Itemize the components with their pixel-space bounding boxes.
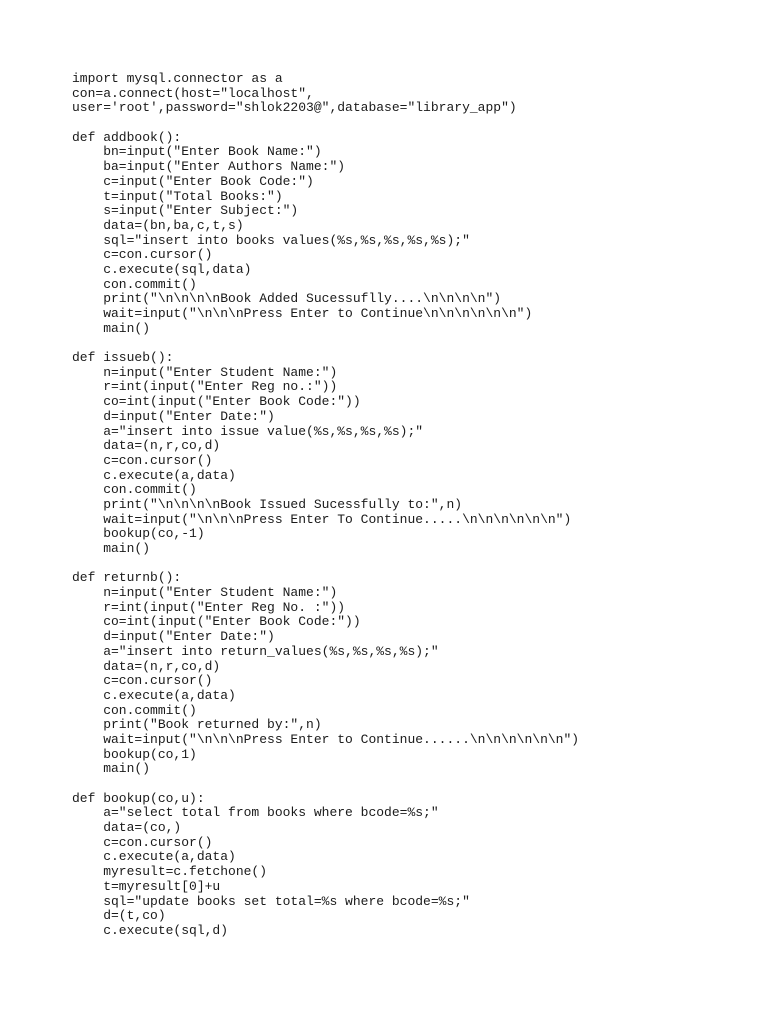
code-line: data=(n,r,co,d) [72,658,221,674]
code-line: data=(co,) [72,820,182,836]
code-line: import mysql.connector as a [72,71,283,86]
code-line: c.execute(a,data) [72,687,236,703]
code-line: bookup(co,-1) [72,526,205,542]
code-line: main() [72,541,151,556]
code-line: a="select total from books where bcode=%s;" [72,805,439,821]
code-line: s=input("Enter Subject:") [72,203,299,219]
code-line: n=input("Enter Student Name:") [72,364,338,380]
code-line: co=int(input("Enter Book Code:")) [72,394,361,410]
code-line: sql="update books set total=%s where bcode=%s;" [72,893,470,909]
code-line: con.commit() [72,702,197,718]
code-line: print("Book returned by:",n) [72,717,322,733]
code-line: data=(bn,ba,c,t,s) [72,217,244,233]
code-line: def returnb(): [72,570,182,586]
code-line: wait=input("\n\n\nPress Enter to Continue......\n\n\n\n\n\n") [72,731,580,747]
code-line: a="insert into issue value(%s,%s,%s,%s);" [72,423,424,439]
code-line: myresult=c.fetchone() [72,864,268,880]
code-line: a="insert into return_values(%s,%s,%s,%s);" [72,643,439,659]
code-line [72,336,579,351]
code-line [72,116,579,131]
code-line: def bookup(co,u): [72,790,205,806]
code-line: d=(t,co) [72,908,166,924]
code-line: t=input("Total Books:") [72,188,283,204]
code-line: bn=input("Enter Book Name:") [72,144,322,160]
code-line: user='root',password="shlok2203@",database="library_app") [72,100,517,116]
code-line: co=int(input("Enter Book Code:")) [72,614,361,630]
code-line: con.commit() [72,482,197,498]
code-line: c.execute(a,data) [72,467,236,483]
code-line: c.execute(sql,d) [72,922,229,938]
code-line [72,777,579,792]
code-line: con=a.connect(host="localhost", [72,85,314,101]
code-line: d=input("Enter Date:") [72,408,275,424]
code-block [72,72,579,939]
code-line: c=con.cursor() [72,673,213,689]
code-line: bookup(co,1) [72,746,197,762]
code-line: c.execute(a,data) [72,849,236,865]
code-line: c=con.cursor() [72,247,213,263]
code-line: t=myresult[0]+u [72,878,221,894]
code-line: wait=input("\n\n\nPress Enter to Continue\n\n\n\n\n\n") [72,306,533,321]
code-line: print("\n\n\n\nBook Issued Sucessfully to:",n) [72,496,463,512]
code-line: n=input("Enter Student Name:") [72,585,338,601]
code-line: main() [72,761,151,777]
code-line: c=con.cursor() [72,452,213,468]
code-line: data=(n,r,co,d) [72,438,221,454]
code-line: r=int(input("Enter Reg No. :")) [72,599,346,615]
code-line: d=input("Enter Date:") [72,629,275,645]
code-line: con.commit() [72,276,197,292]
code-line [72,557,579,572]
code-line: c=input("Enter Book Code:") [72,173,314,189]
code-line: main() [72,320,151,336]
code-line: wait=input("\n\n\nPress Enter To Continue.....\n\n\n\n\n\n") [72,511,572,527]
code-line: sql="insert into books values(%s,%s,%s,%s,%s);" [72,232,470,248]
code-line: ba=input("Enter Authors Name:") [72,159,346,175]
code-line: print("\n\n\n\nBook Added Sucessuflly....\n\n\n\n") [72,291,502,307]
code-line: c.execute(sql,data) [72,261,252,277]
code-line: def addbook(): [72,129,182,145]
code-line: c=con.cursor() [72,834,213,850]
code-line: def issueb(): [72,350,174,366]
code-line: r=int(input("Enter Reg no.:")) [72,379,338,395]
